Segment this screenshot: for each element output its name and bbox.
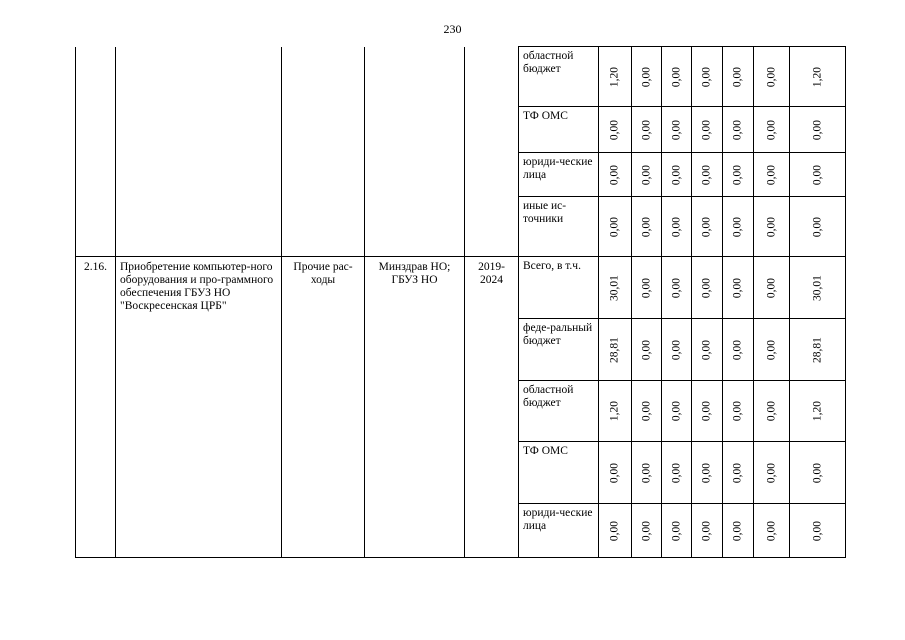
value-cell: 0,00	[662, 47, 692, 107]
value-cell: 1,20	[599, 381, 632, 442]
period-cell	[465, 47, 519, 257]
value-cell: 0,00	[599, 197, 632, 257]
value-cell: 0,00	[662, 319, 692, 381]
value-cell: 0,00	[723, 381, 754, 442]
value-cell: 0,00	[754, 257, 790, 319]
value-cell: 0,00	[754, 107, 790, 153]
value-cell: 0,00	[599, 442, 632, 504]
value-cell: 30,01	[599, 257, 632, 319]
value-cell: 0,00	[723, 442, 754, 504]
value-cell: 0,00	[754, 442, 790, 504]
value-cell: 0,00	[723, 197, 754, 257]
executor: Минздрав НО; ГБУЗ НО	[365, 257, 465, 558]
value-cell: 0,00	[662, 257, 692, 319]
value-cell: 1,20	[790, 381, 846, 442]
value-cell: 0,00	[790, 504, 846, 558]
value-cell: 0,00	[723, 47, 754, 107]
value-cell: 0,00	[790, 197, 846, 257]
value-cell: 0,00	[632, 257, 662, 319]
value-cell: 0,00	[662, 153, 692, 197]
value-cell: 0,00	[723, 257, 754, 319]
period: 2019-2024	[465, 257, 519, 558]
value-cell: 0,00	[754, 504, 790, 558]
value-cell: 0,00	[692, 197, 723, 257]
value-cell: 30,01	[790, 257, 846, 319]
page-number: 230	[443, 22, 462, 36]
value-cell: 0,00	[632, 47, 662, 107]
table-row	[76, 47, 846, 107]
value-cell: 0,00	[754, 47, 790, 107]
funding-source: иные ис-точники	[519, 197, 599, 257]
value-cell: 0,00	[754, 153, 790, 197]
funding-source: областной бюджет	[519, 47, 599, 107]
value-cell: 0,00	[599, 504, 632, 558]
table-row	[76, 257, 846, 319]
value-cell: 1,20	[599, 47, 632, 107]
value-cell: 0,00	[632, 197, 662, 257]
value-cell: 0,00	[692, 442, 723, 504]
value-cell: 28,81	[599, 319, 632, 381]
value-cell: 0,00	[723, 107, 754, 153]
value-cell: 0,00	[723, 153, 754, 197]
value-cell: 0,00	[692, 381, 723, 442]
item-number: 2.16.	[76, 257, 116, 558]
expense-type: Прочие рас-ходы	[282, 257, 365, 558]
value-cell: 0,00	[723, 319, 754, 381]
value-cell: 0,00	[662, 504, 692, 558]
value-cell: 0,00	[692, 257, 723, 319]
funding-source: Всего, в т.ч.	[519, 257, 599, 319]
funding-source: юриди-ческие лица	[519, 153, 599, 197]
value-cell: 0,00	[754, 319, 790, 381]
executor-cell	[365, 47, 465, 257]
expense-type-cell	[282, 47, 365, 257]
funding-source: феде-ральный бюджет	[519, 319, 599, 381]
funding-source: юриди-ческие лица	[519, 504, 599, 558]
value-cell: 0,00	[632, 504, 662, 558]
value-cell: 0,00	[754, 381, 790, 442]
value-cell: 0,00	[599, 153, 632, 197]
value-cell: 0,00	[790, 107, 846, 153]
item-name: Приобретение компьютер-ного оборудования и про-граммного обеспечения ГБУЗ НО "Воскресенская ЦРБ"	[116, 257, 282, 558]
value-cell: 0,00	[632, 107, 662, 153]
value-cell: 0,00	[632, 319, 662, 381]
value-cell: 0,00	[599, 107, 632, 153]
value-cell: 0,00	[723, 504, 754, 558]
item-name-cell	[116, 47, 282, 257]
value-cell: 0,00	[662, 442, 692, 504]
value-cell: 0,00	[632, 442, 662, 504]
funding-source: ТФ ОМС	[519, 442, 599, 504]
value-cell: 0,00	[692, 47, 723, 107]
value-cell: 0,00	[662, 197, 692, 257]
value-cell: 0,00	[662, 381, 692, 442]
value-cell: 1,20	[790, 47, 846, 107]
value-cell: 0,00	[692, 153, 723, 197]
item-number-cell	[76, 47, 116, 257]
value-cell: 0,00	[632, 381, 662, 442]
funding-source: областной бюджет	[519, 381, 599, 442]
value-cell: 0,00	[790, 442, 846, 504]
value-cell: 0,00	[754, 197, 790, 257]
value-cell: 0,00	[692, 504, 723, 558]
value-cell: 0,00	[790, 153, 846, 197]
funding-source: ТФ ОМС	[519, 107, 599, 153]
value-cell: 0,00	[662, 107, 692, 153]
value-cell: 0,00	[692, 319, 723, 381]
value-cell: 0,00	[692, 107, 723, 153]
budget-table	[75, 46, 846, 558]
value-cell: 28,81	[790, 319, 846, 381]
value-cell: 0,00	[632, 153, 662, 197]
